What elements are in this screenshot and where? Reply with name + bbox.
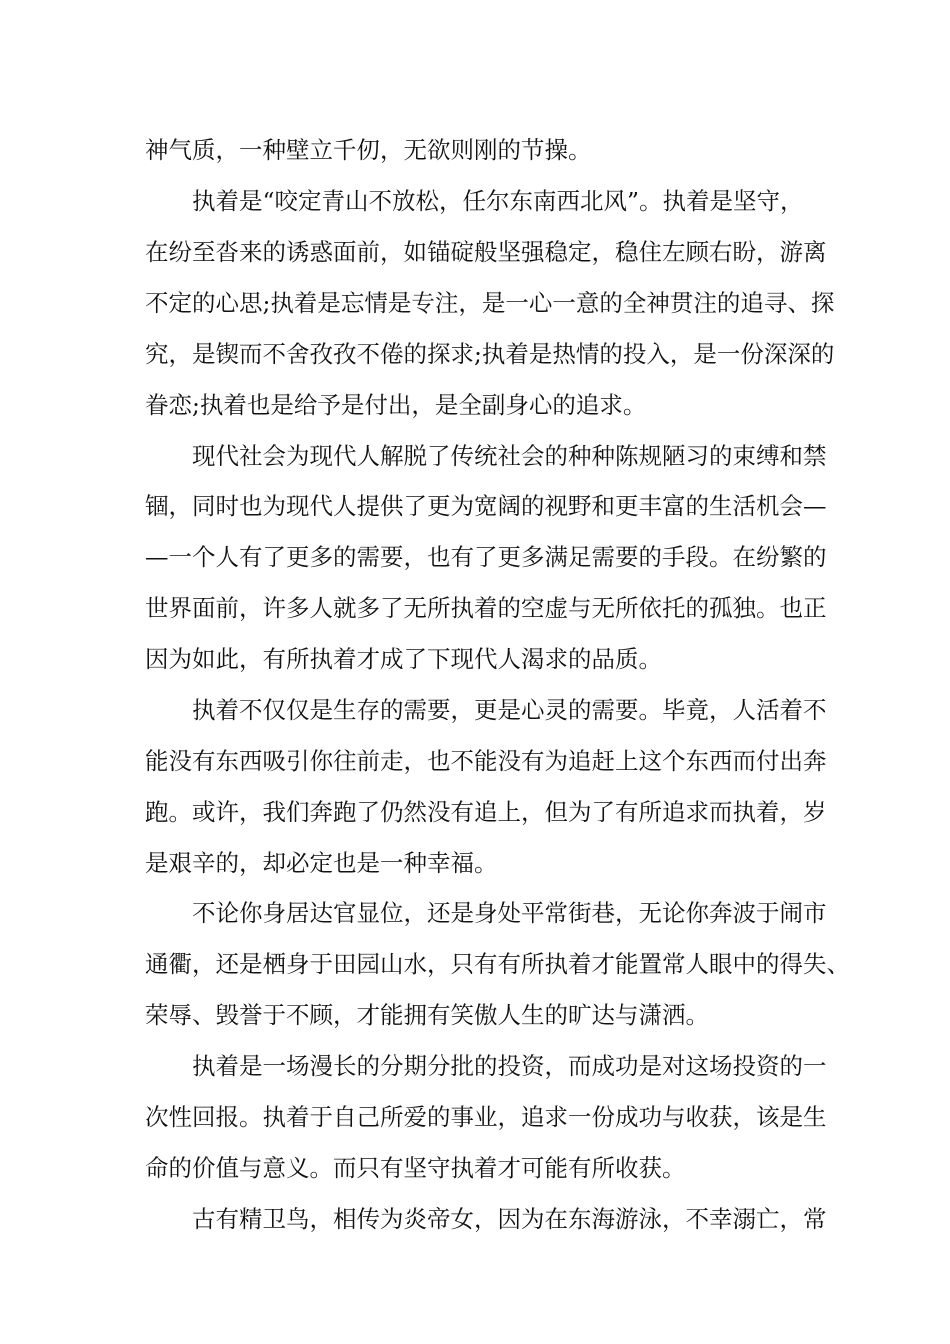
text-line: 因为如此，有所执着才成了下现代人渴求的品质。 [145,645,662,673]
text-line: —一个人有了更多的需要，也有了更多满足需要的手段。在纷繁的 [145,543,827,571]
paragraph-first-line: 执着不仅仅是生存的需要，更是心灵的需要。毕竟，人活着不 [192,696,827,724]
paragraph-first-line: 现代社会为现代人解脱了传统社会的种种陈规陋习的束缚和禁 [192,442,827,470]
paragraph-first-line: 古有精卫鸟，相传为炎帝女，因为在东海游泳，不幸溺亡，常 [192,1205,827,1233]
text-line: 在纷至沓来的诱惑面前，如锚碇般坚强稳定，稳住左顾右盼，游离 [145,238,827,266]
text-line: 通衢，还是栖身于田园山水，只有有所执着才能置常人眼中的得失、 [145,950,850,978]
text-line: 能没有东西吸引你往前走，也不能没有为追赶上这个东西而付出奔 [145,747,827,775]
text-line: 次性回报。执着于自己所爱的事业，追求一份成功与收获，该是生 [145,1103,827,1131]
text-line: 命的价值与意义。而只有坚守执着才可能有所收获。 [145,1154,686,1182]
text-line: 荣辱、毁誉于不顾，才能拥有笑傲人生的旷达与潇洒。 [145,1001,709,1029]
paragraph-first-line: 执着是“咬定青山不放松，任尔东南西北风”。执着是坚守， [192,187,804,215]
text-line: 锢，同时也为现代人提供了更为宽阔的视野和更丰富的生活机会— [145,492,827,520]
paragraph-first-line: 不论你身居达官显位，还是身处平常街巷，无论你奔波于闹市 [192,899,827,927]
text-line: 眷恋;执着也是给予是付出，是全副身心的追求。 [145,391,647,419]
text-line: 究，是锲而不舍孜孜不倦的探求;执着是热情的投入，是一份深深的 [145,340,835,368]
text-line: 跑。或许，我们奔跑了仍然没有追上，但为了有所追求而执着，岁 [145,798,827,826]
text-line: 不定的心思;执着是忘情是专注，是一心一意的全神贯注的追寻、探 [145,289,835,317]
paragraph-first-line: 执着是一场漫长的分期分批的投资，而成功是对这场投资的一 [192,1052,827,1080]
text-line: 是艰辛的，却必定也是一种幸福。 [145,849,498,877]
text-line: 世界面前，许多人就多了无所执着的空虚与无所依托的孤独。也正 [145,594,827,622]
text-line: 神气质，一种壁立千仞，无欲则刚的节操。 [145,136,592,164]
